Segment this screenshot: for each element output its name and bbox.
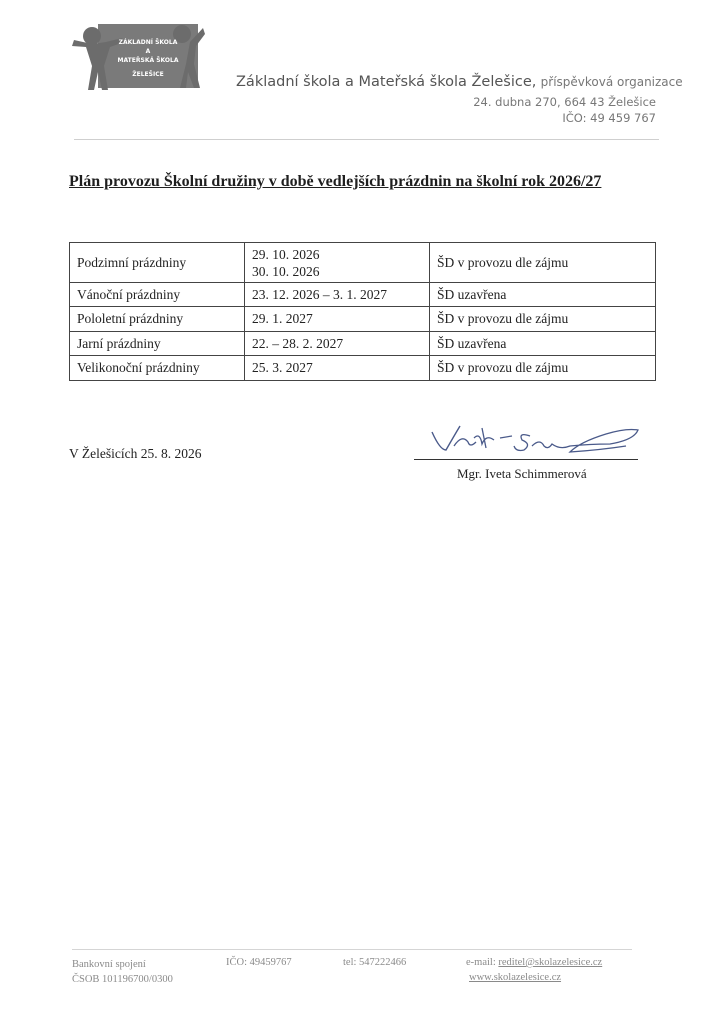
holiday-dates — [245, 243, 430, 283]
holiday-status: ŠD v provozu dle zájmu — [430, 307, 656, 332]
holiday-name: Vánoční prázdniny — [70, 283, 245, 307]
table-row — [70, 283, 656, 307]
holiday-status: ŠD v provozu dle zájmu — [430, 243, 656, 283]
holiday-date-line: 30. 10. 2026 — [252, 263, 320, 279]
holiday-name: Podzimní prázdniny — [70, 243, 245, 283]
footer-phone: tel: 547222466 — [343, 957, 407, 968]
school-logo — [70, 20, 205, 92]
logo-text-line3: MATEŘSKÁ ŠKOLA — [117, 57, 179, 64]
table-row — [70, 243, 656, 283]
footer-email — [466, 957, 602, 968]
bank-label: Bankovní spojení — [72, 959, 146, 970]
footer-website — [469, 972, 561, 983]
logo-text-line4: ŽELEŠICE — [132, 71, 164, 78]
logo-text-line1: ZÁKLADNÍ ŠKOLA — [118, 39, 178, 46]
org-address: 24. dubna 270, 664 43 Želešice — [473, 95, 656, 109]
website-link[interactable]: www.skolazelesice.cz — [469, 972, 562, 983]
holiday-name: Pololetní prázdniny — [70, 307, 245, 332]
org-name: Základní škola a Mateřská škola Želešice, — [236, 74, 537, 90]
holiday-name: Velikonoční prázdniny — [70, 356, 245, 381]
place-and-date: V Želešicích 25. 8. 2026 — [69, 446, 202, 461]
org-header — [236, 74, 683, 90]
holiday-name: Jarní prázdniny — [70, 332, 245, 356]
holiday-status: ŠD v provozu dle zájmu — [430, 356, 656, 381]
org-type: příspěvková organizace — [540, 75, 683, 89]
footer-bank — [72, 957, 173, 987]
table-row — [70, 356, 656, 381]
footer-ico: IČO: 49459767 — [226, 957, 292, 968]
holiday-dates: 29. 1. 2027 — [245, 307, 430, 332]
holiday-dates: 22. – 28. 2. 2027 — [245, 332, 430, 356]
logo-text-line2: A — [145, 48, 151, 55]
signer-name: Mgr. Iveta Schimmerová — [457, 466, 587, 481]
holiday-status: ŠD uzavřena — [430, 283, 656, 307]
email-link[interactable]: reditel@skolazelesice.cz — [498, 957, 603, 968]
signature-line — [414, 459, 638, 460]
bank-account: ČSOB 101196700/0300 — [72, 974, 173, 985]
logo-child-left-head — [83, 27, 101, 45]
holiday-date-line: 29. 10. 2026 — [252, 246, 320, 262]
org-ico: IČO: 49 459 767 — [562, 111, 656, 125]
handwritten-signature — [420, 416, 650, 464]
document-title: Plán provozu Školní družiny v době vedlejších prázdnin na školní rok 2026/27 — [69, 173, 602, 190]
schedule-table — [69, 242, 656, 381]
holiday-status: ŠD uzavřena — [430, 332, 656, 356]
holiday-dates: 25. 3. 2027 — [245, 356, 430, 381]
header-divider — [74, 139, 659, 140]
table-row — [70, 332, 656, 356]
email-label: e-mail: — [466, 957, 496, 968]
table-row — [70, 307, 656, 332]
holiday-dates: 23. 12. 2026 – 3. 1. 2027 — [245, 283, 430, 307]
footer-divider — [72, 949, 632, 950]
